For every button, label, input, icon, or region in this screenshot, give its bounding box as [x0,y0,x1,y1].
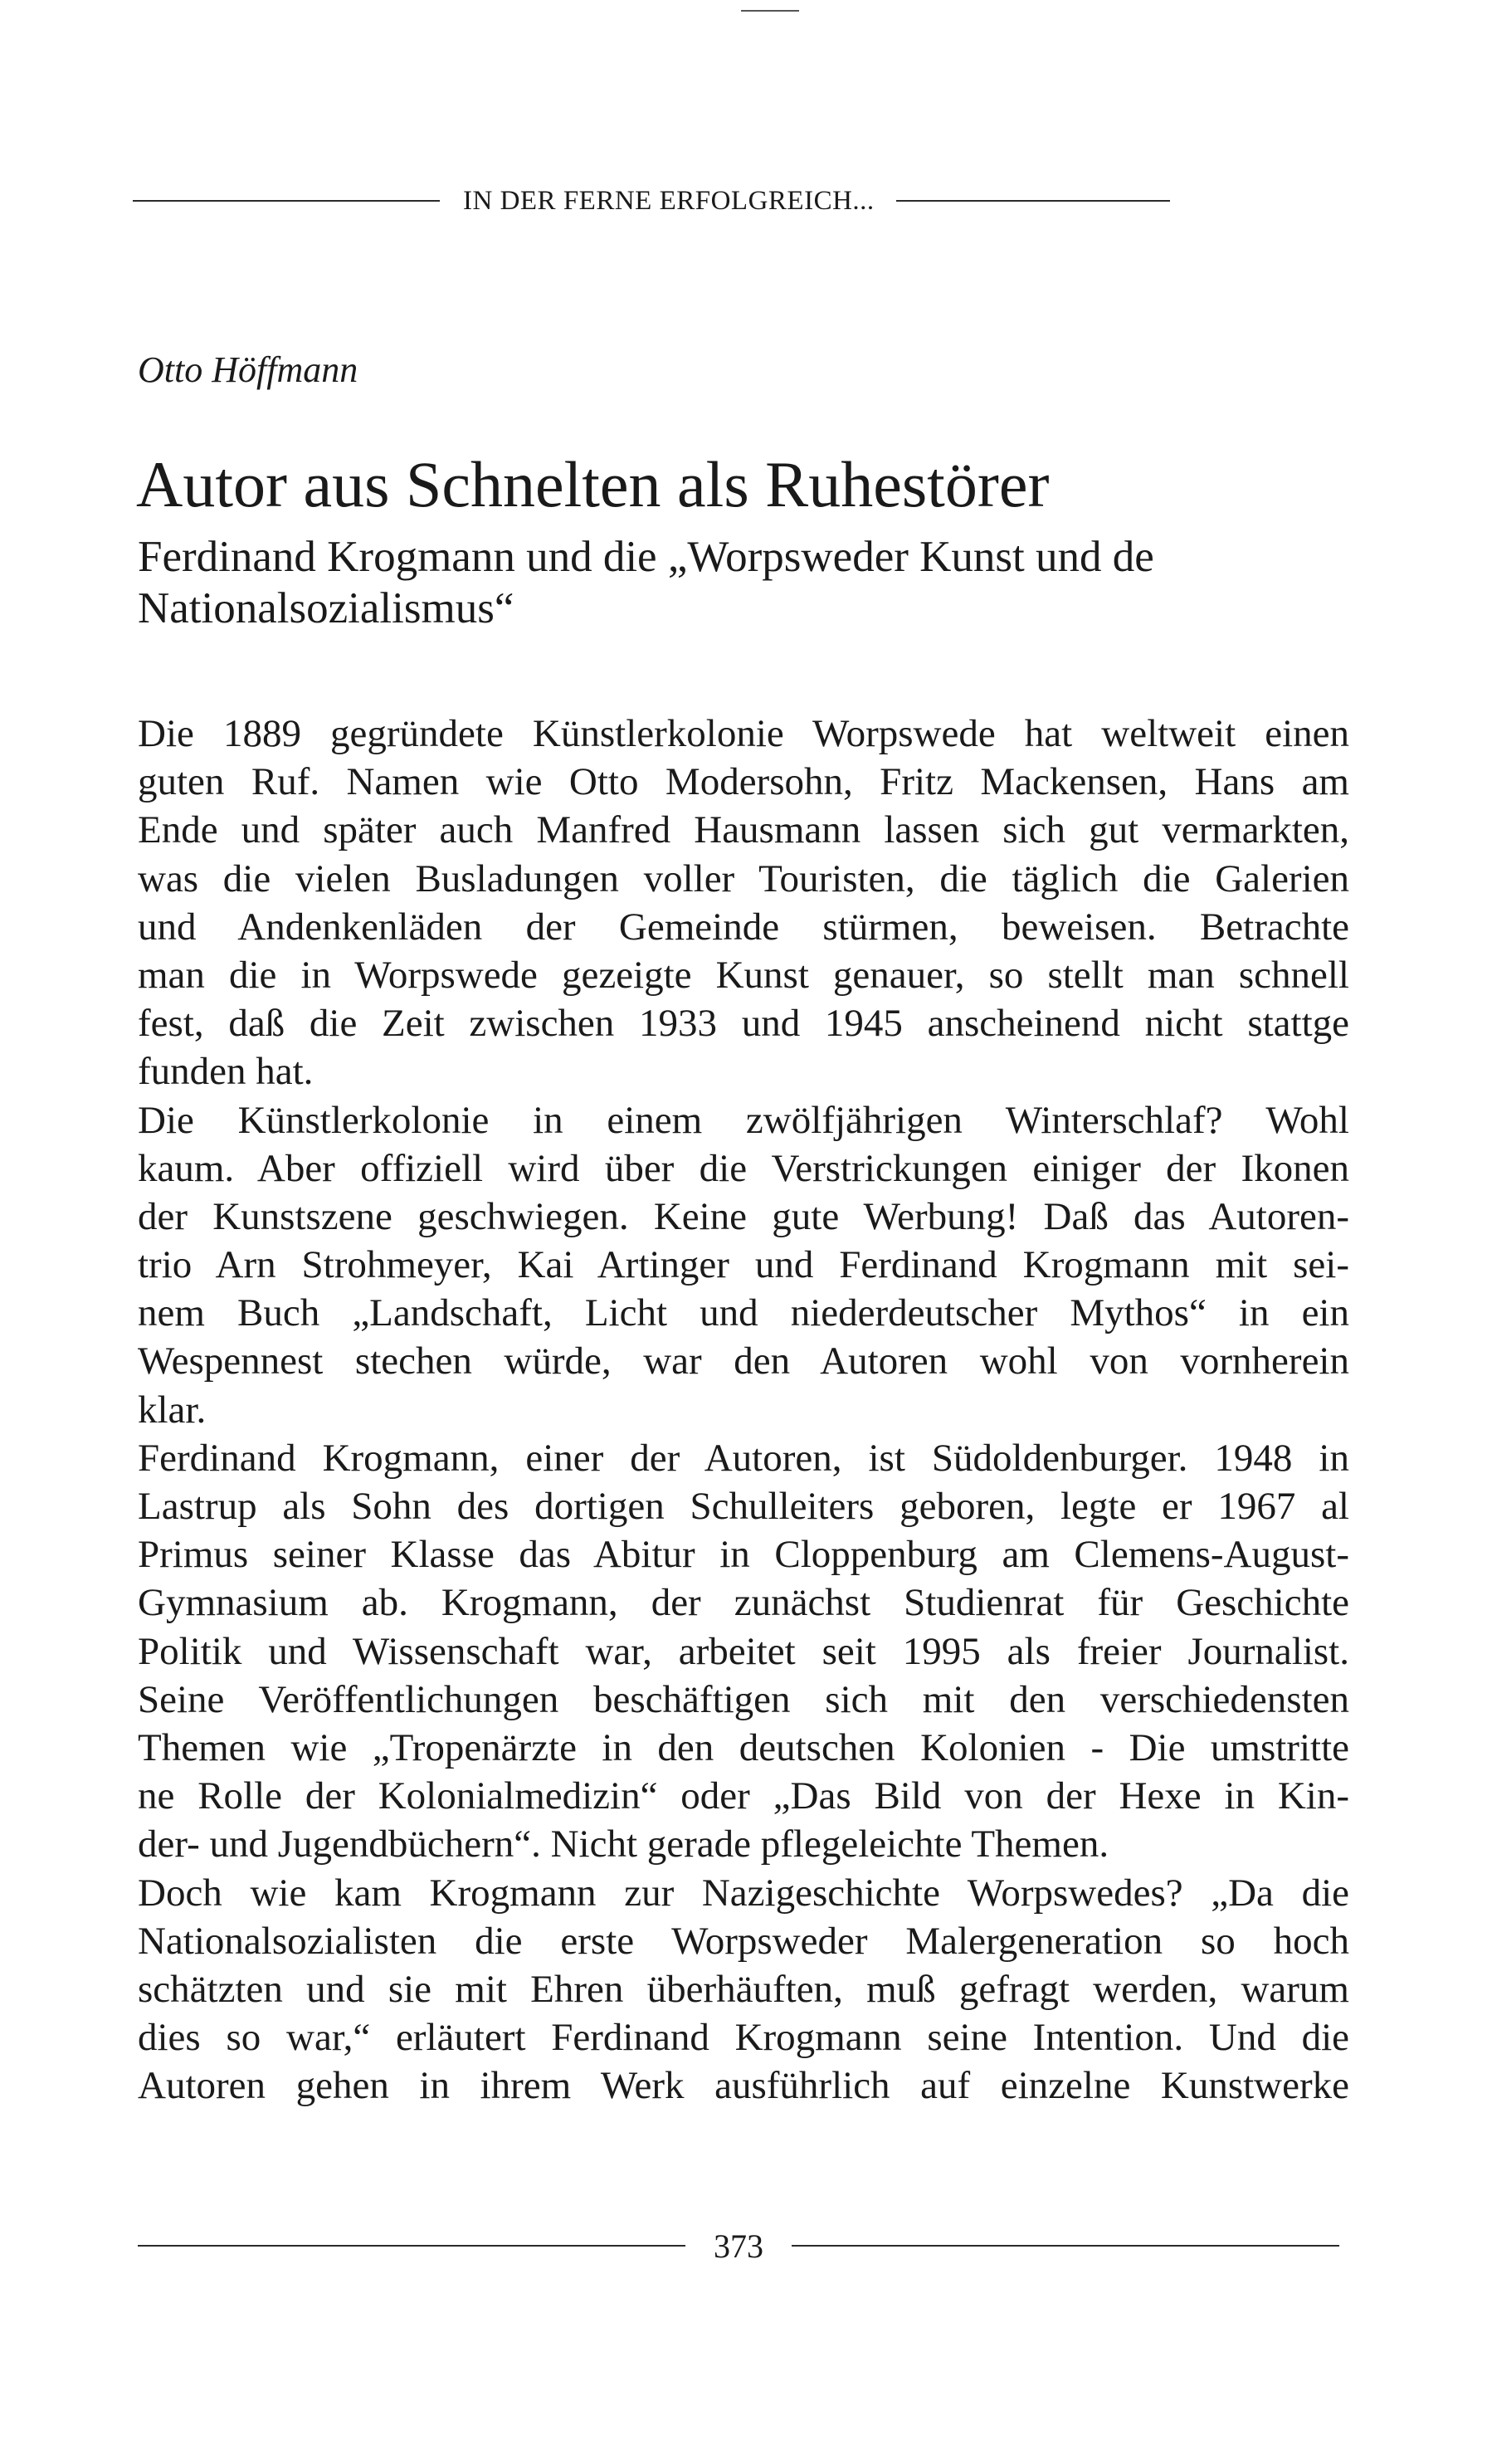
body-line: ne Rolle der Kolonialmedizin“ oder „Das Bild von der Hexe in Kin- [138,1774,1349,1818]
body-line: funden hat. [138,1050,314,1094]
body-line: Autoren gehen in ihrem Werk ausführlich auf einzelne Kunstwerke [138,2064,1349,2108]
running-head-rule-right [896,200,1170,202]
page-footer [138,2222,1349,2269]
body-line: Seine Veröffentlichungen beschäftigen sich mit den verschiedensten [138,1677,1349,1721]
article-subtitle-line: Ferdinand Krogmann und die „Worpsweder Kunst und de [138,533,1154,581]
body-line: Ende und später auch Manfred Hausmann lassen sich gut vermarkten, [138,808,1349,852]
body-line: fest, daß die Zeit zwischen 1933 und 1945 anscheinend nicht stattge [138,1002,1349,1046]
body-line: Wespennest stechen würde, war den Autoren wohl von vornherein [138,1339,1349,1383]
scan-mark [741,10,799,12]
running-head-rule-left [133,200,440,202]
body-line: kaum. Aber offiziell wird über die Verstrickungen einiger der Ikonen [138,1146,1349,1190]
article-author: Otto Höffmann [138,349,358,390]
body-line: man die in Worpswede gezeigte Kunst genauer, so stellt man schnell [138,953,1349,997]
body-line: Doch wie kam Krogmann zur Nazigeschichte Worpswedes? „Da die [138,1871,1349,1915]
running-head [133,181,1328,221]
body-line: der Kunstszene geschwiegen. Keine gute Werbung! Daß das Autoren- [138,1194,1349,1238]
body-line: Ferdinand Krogmann, einer der Autoren, ist Südoldenburger. 1948 in [138,1436,1349,1480]
article-subtitle-line: Nationalsozialismus“ [138,584,514,632]
body-line: und Andenkenläden der Gemeinde stürmen, beweisen. Betrachte [138,905,1349,949]
body-line: Gymnasium ab. Krogmann, der zunächst Studienrat für Geschichte [138,1581,1349,1625]
footer-rule-left [138,2245,685,2247]
body-line: trio Arn Strohmeyer, Kai Artinger und Ferdinand Krogmann mit sei- [138,1243,1349,1287]
body-line: nem Buch „Landschaft, Licht und niederdeutscher Mythos“ in ein [138,1291,1349,1335]
article-title: Autor aus Schnelten als Ruhestörer [136,448,1050,520]
body-line: Die Künstlerkolonie in einem zwölfjährigen Winterschlaf? Wohl [138,1098,1349,1142]
body-line: der- und Jugendbüchern“. Nicht gerade pflegeleichte Themen. [138,1822,1109,1866]
body-line: Primus seiner Klasse das Abitur in Cloppenburg am Clemens-August- [138,1533,1349,1577]
body-line: was die vielen Busladungen voller Touristen, die täglich die Galerien [138,856,1349,900]
body-line: schätzten und sie mit Ehren überhäuften, muß gefragt werden, warum [138,1967,1349,2011]
article-body [138,710,1349,2110]
page-number: 373 [714,2227,763,2265]
article-subtitle [138,531,1349,634]
body-line: Politik und Wissenschaft war, arbeitet seit 1995 als freier Journalist. [138,1629,1349,1673]
body-line: dies so war,“ erläutert Ferdinand Krogmann seine Intention. Und die [138,2016,1349,2060]
body-line: Nationalsozialisten die erste Worpsweder Malergeneration so hoch [138,1919,1349,1963]
body-line: klar. [138,1388,207,1432]
body-line: Lastrup als Sohn des dortigen Schulleiters geboren, legte er 1967 al [138,1485,1349,1528]
body-line: Die 1889 gegründete Künstlerkolonie Worpswede hat weltweit einen [138,712,1349,755]
running-head-text: IN DER FERNE ERFOLGREICH... [463,185,875,216]
body-line: guten Ruf. Namen wie Otto Modersohn, Fritz Mackensen, Hans am [138,760,1349,804]
footer-rule-right [792,2245,1339,2247]
body-line: Themen wie „Tropenärzte in den deutschen Kolonien - Die umstritte [138,1725,1349,1769]
